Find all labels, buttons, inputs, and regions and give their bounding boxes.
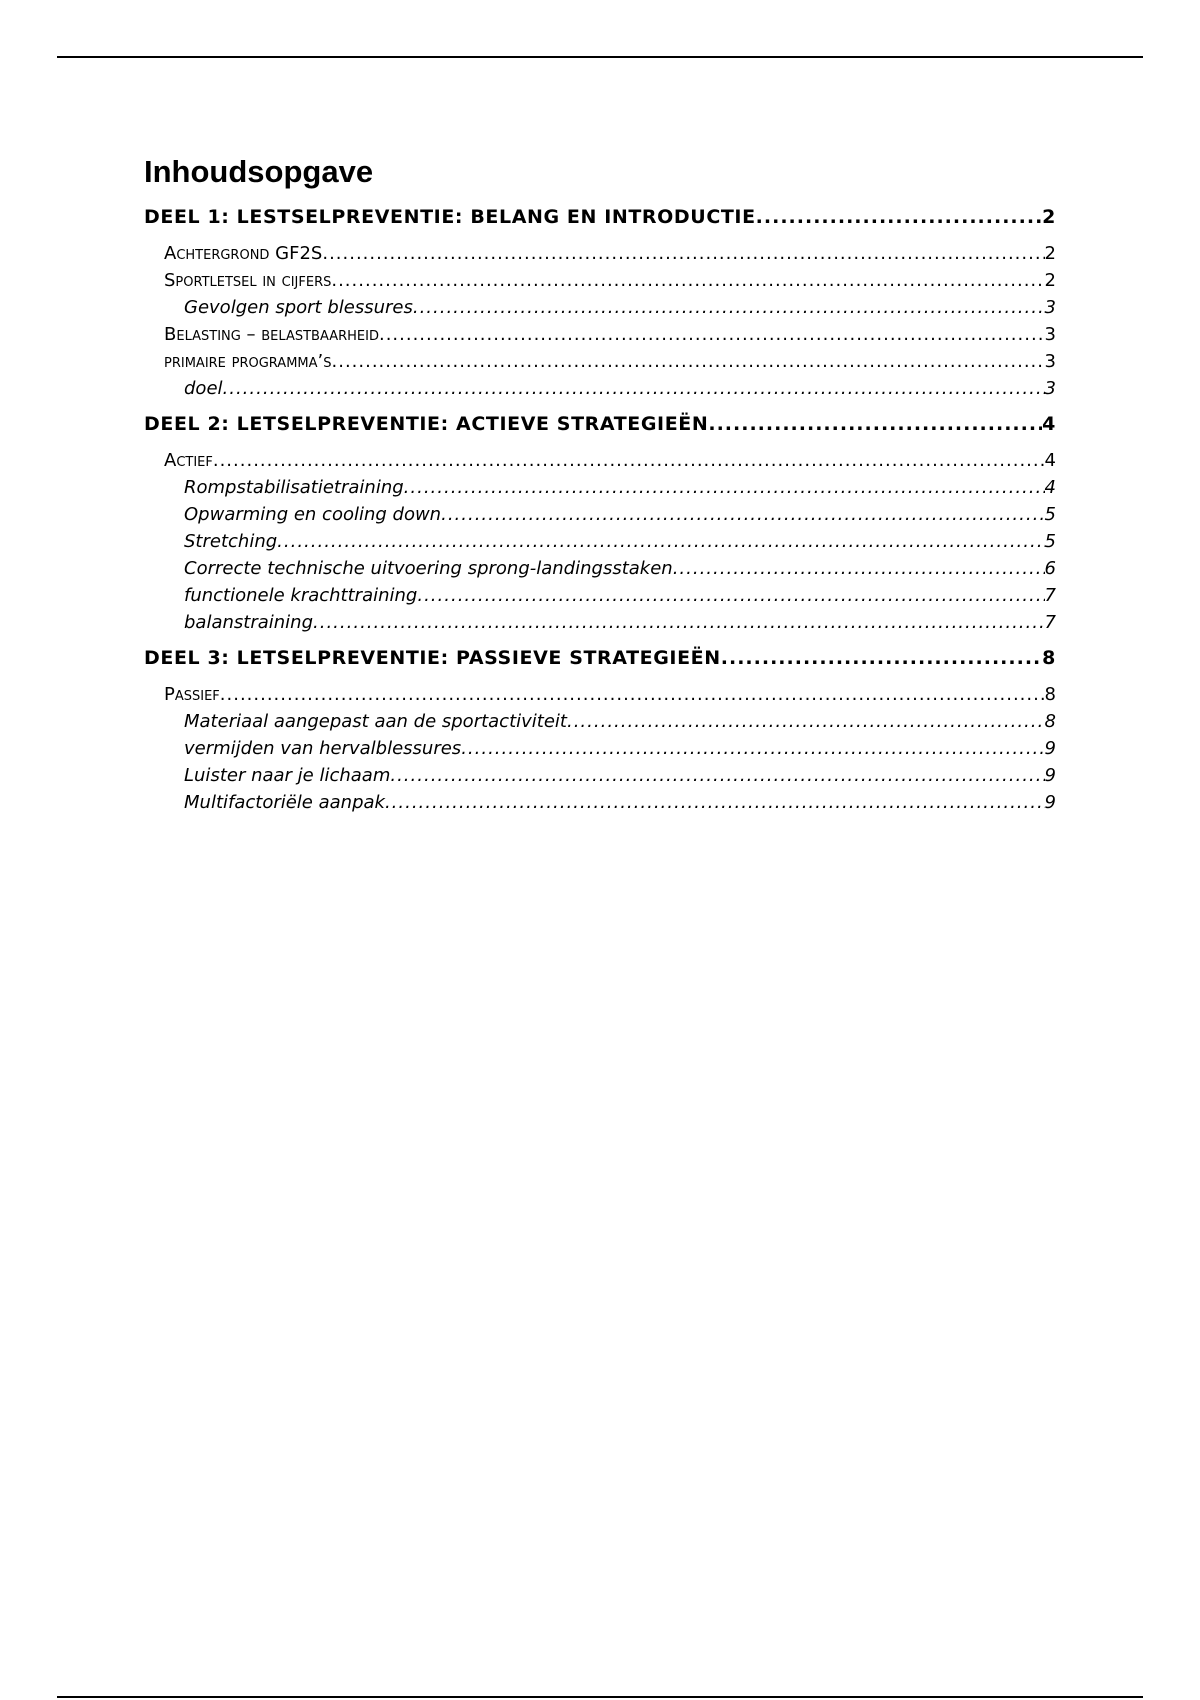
- toc-section-3-entries: [144, 681, 1056, 816]
- toc-page-number: 8: [1044, 711, 1056, 732]
- toc-page-number: 3: [1044, 351, 1056, 372]
- toc-entry-label: functionele krachttraining: [184, 585, 418, 606]
- toc-entry-label: primaire programma’s: [164, 351, 332, 372]
- footer-rule: [57, 1696, 1143, 1698]
- dot-leader: [390, 762, 1044, 789]
- toc-page-number: 7: [1044, 585, 1056, 606]
- toc-section-2[interactable]: [144, 410, 1056, 438]
- toc-entry[interactable]: [144, 609, 1056, 636]
- dot-leader: [708, 410, 1042, 438]
- dot-leader: [413, 294, 1045, 321]
- toc-page-number: 9: [1044, 738, 1056, 759]
- dot-leader: [332, 348, 1045, 375]
- toc-page-number: 3: [1044, 297, 1056, 318]
- toc-entry-label: Luister naar je lichaam: [184, 765, 391, 786]
- toc-page-number: 5: [1044, 531, 1056, 552]
- toc-entry-label: Opwarming en cooling down: [184, 504, 442, 525]
- toc-page-number: 2: [1044, 270, 1056, 291]
- toc-page-number: 5: [1044, 504, 1056, 525]
- dot-leader: [417, 582, 1044, 609]
- toc-entry[interactable]: [144, 528, 1056, 555]
- toc-entry-label: Actief: [164, 450, 213, 471]
- toc-section-1-entries: [144, 240, 1056, 402]
- toc-entry[interactable]: [144, 447, 1056, 474]
- toc-section-label: DEEL 3: LETSELPREVENTIE: PASSIEVE STRATEGIEËN: [144, 647, 721, 669]
- toc-page-number: 4: [1044, 450, 1056, 471]
- toc-entry[interactable]: [144, 582, 1056, 609]
- toc-page-number: 4: [1044, 477, 1056, 498]
- dot-leader: [721, 644, 1042, 672]
- toc-page-number: 6: [1044, 558, 1056, 579]
- dot-leader: [404, 474, 1045, 501]
- dot-leader: [461, 735, 1044, 762]
- toc-entry[interactable]: [144, 555, 1056, 582]
- toc-entry-label: Passief: [164, 684, 220, 705]
- dot-leader: [441, 501, 1044, 528]
- header-rule: [57, 56, 1143, 58]
- toc-page-number: 9: [1044, 792, 1056, 813]
- toc-page-number: 8: [1042, 647, 1056, 669]
- toc-entry[interactable]: [144, 762, 1056, 789]
- toc-page-number: 8: [1044, 684, 1056, 705]
- toc-page-number: 7: [1044, 612, 1056, 633]
- toc-entry[interactable]: [144, 321, 1056, 348]
- toc-section-3[interactable]: [144, 644, 1056, 672]
- toc-entry-label: Belasting – belastbaarheid: [164, 324, 379, 345]
- toc-page-number: 2: [1042, 206, 1056, 228]
- toc-entry-label: vermijden van hervalblessures: [184, 738, 462, 759]
- toc-entry[interactable]: [144, 294, 1056, 321]
- toc-entry[interactable]: [144, 474, 1056, 501]
- toc-entry-label: Materiaal aangepast aan de sportactiviteit: [184, 711, 567, 732]
- toc-entry-label: Stretching: [184, 531, 278, 552]
- toc-entry[interactable]: [144, 267, 1056, 294]
- toc-entry[interactable]: [144, 375, 1056, 402]
- toc-entry-label: doel: [184, 378, 223, 399]
- dot-leader: [331, 267, 1044, 294]
- toc-page-number: 3: [1044, 378, 1056, 399]
- dot-leader: [223, 375, 1045, 402]
- toc-entry[interactable]: [144, 789, 1056, 816]
- toc-entry[interactable]: [144, 501, 1056, 528]
- toc-page-number: 4: [1042, 413, 1056, 435]
- toc-entry[interactable]: [144, 348, 1056, 375]
- table-of-contents: [144, 150, 1056, 824]
- toc-entry-label: Rompstabilisatietraining: [184, 477, 404, 498]
- dot-leader: [673, 555, 1045, 582]
- toc-entry-label: Sportletsel in cijfers: [164, 270, 332, 291]
- toc-section-label: DEEL 1: LESTSELPREVENTIE: BELANG EN INTRODUCTIE: [144, 206, 756, 228]
- toc-section-label: DEEL 2: LETSELPREVENTIE: ACTIEVE STRATEGIEËN: [144, 413, 709, 435]
- toc-entry-label: balanstraining: [184, 612, 314, 633]
- toc-entry-label: Achtergrond GF2S: [164, 243, 323, 264]
- dot-leader: [213, 447, 1045, 474]
- toc-entry[interactable]: [144, 735, 1056, 762]
- dot-leader: [313, 609, 1045, 636]
- toc-entry[interactable]: [144, 681, 1056, 708]
- dot-leader: [379, 321, 1045, 348]
- dot-leader: [322, 240, 1044, 267]
- dot-leader: [567, 708, 1045, 735]
- toc-title: Inhoudsopgave: [144, 154, 374, 189]
- dot-leader: [385, 789, 1045, 816]
- toc-section-1[interactable]: [144, 203, 1056, 231]
- dot-leader: [220, 681, 1045, 708]
- dot-leader: [756, 203, 1043, 231]
- toc-page-number: 9: [1044, 765, 1056, 786]
- toc-page-number: 2: [1044, 243, 1056, 264]
- toc-entry[interactable]: [144, 240, 1056, 267]
- toc-entry[interactable]: [144, 708, 1056, 735]
- toc-page-number: 3: [1044, 324, 1056, 345]
- toc-entry-label: Correcte technische uitvoering sprong-landingsstaken: [184, 558, 673, 579]
- toc-entry-label: Gevolgen sport blessures: [184, 297, 413, 318]
- toc-entry-label: Multifactoriële aanpak: [184, 792, 385, 813]
- toc-section-2-entries: [144, 447, 1056, 636]
- dot-leader: [277, 528, 1044, 555]
